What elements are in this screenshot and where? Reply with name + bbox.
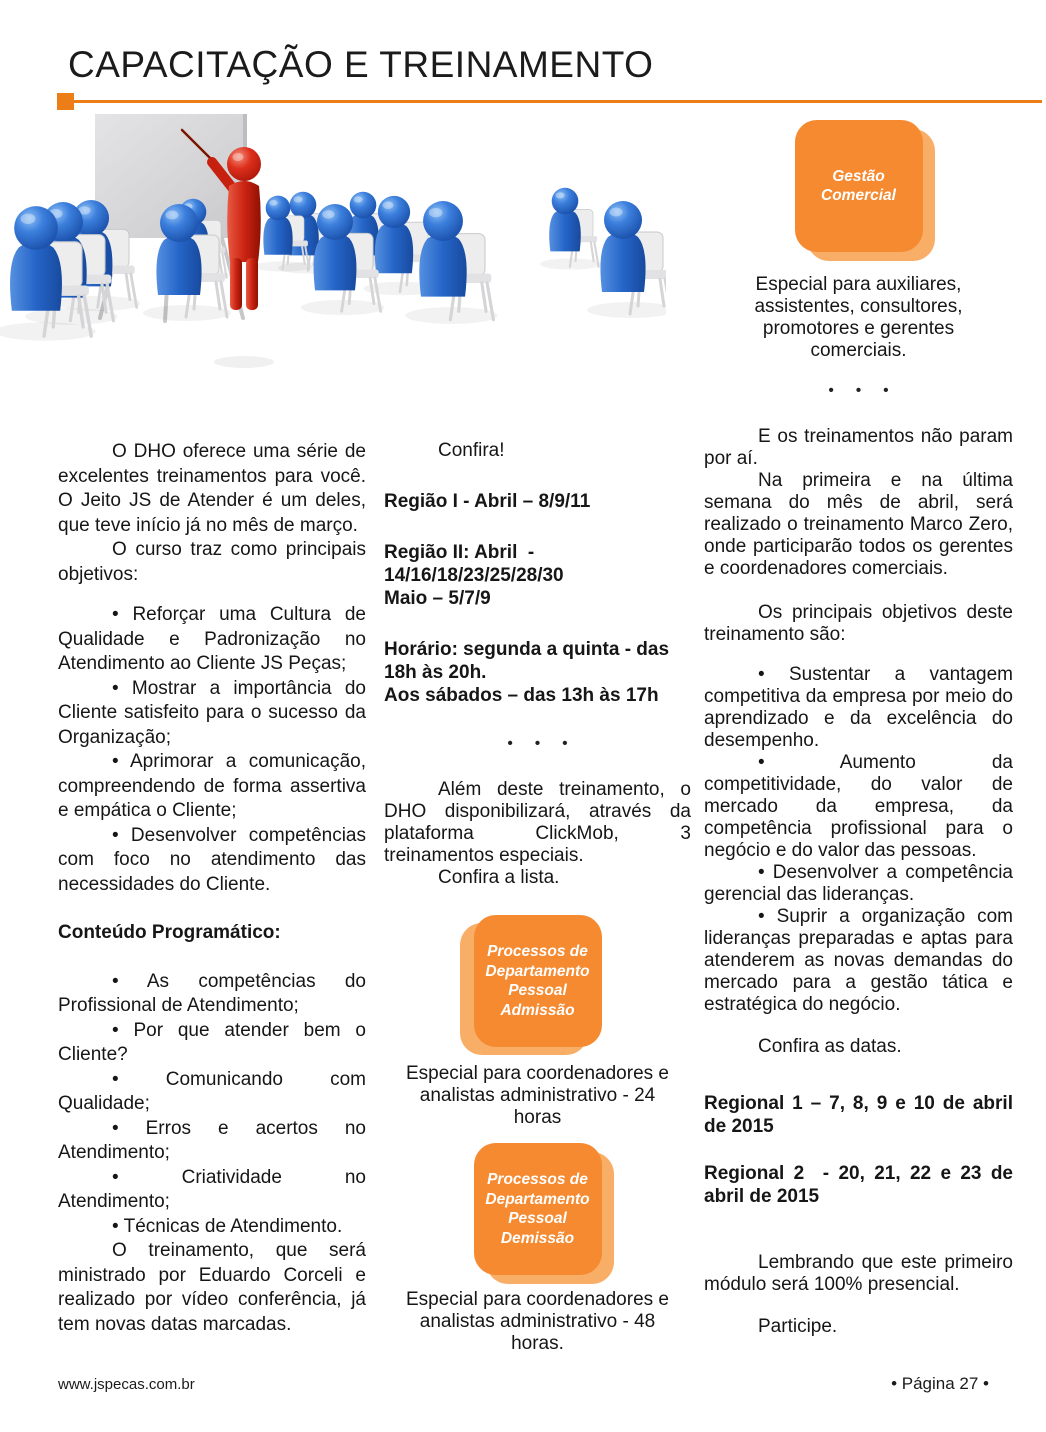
column-3-text — [704, 426, 1019, 1338]
schedule-region-2 — [384, 541, 691, 610]
bullet-item: • Suprir a organização com lideranças preparadas e aptas para atenderem as novas demandas do mercado para a gestão tática e estratégica do negócio. — [704, 906, 1013, 1015]
bullet-item: • Aprimorar a comunicação, compreendendo de forma assertiva e empática o Cliente; — [58, 751, 366, 821]
badge-line: Comercial — [821, 187, 896, 204]
badge-admissao-label — [474, 915, 602, 1047]
badge-gestao-label — [795, 120, 923, 252]
bullet-item: • Por que atender bem o Cliente? — [58, 1019, 366, 1065]
bullet-item: • Desenvolver a competência gerencial das lideranças. — [704, 862, 1013, 905]
schedule-region-1: Região I - Abril – 8/9/11 — [384, 491, 591, 512]
paragraph: Além deste treinamento, o DHO disponibilizará, através da plataforma ClickMob, 3 treinamentos especiais. — [384, 779, 691, 866]
bullet-item: • As competências do Profissional de Atendimento; — [58, 970, 366, 1016]
column-3 — [704, 112, 1019, 1338]
paragraph: Na primeira e na última semana do mês de abril, será realizado o treinamento Marco Zero, onde participarão todos os gerentes e coordenadores comerciais. — [704, 470, 1013, 579]
badge-admissao — [474, 915, 602, 1047]
bullet-item: • Criatividade no Atendimento; — [58, 1166, 366, 1212]
schedule-line: Horário: segunda a quinta - das 18h às 20h. — [384, 639, 675, 683]
bullet-item: • Erros e acertos no Atendimento; — [58, 1117, 366, 1163]
schedule-line: Maio – 5/7/9 — [384, 588, 491, 609]
badge-demissao — [474, 1143, 602, 1275]
dots-separator: • • • — [828, 382, 898, 399]
schedule-hours — [384, 638, 691, 707]
paragraph: Participe. — [758, 1316, 838, 1337]
regional-1-dates: Regional 1 – 7, 8, 9 e 10 de abril de 2015 — [704, 1093, 1019, 1137]
badge-line: Gestão — [832, 167, 885, 185]
page-number: • Página 27 • — [891, 1374, 989, 1393]
badge-line: Demissão — [500, 1229, 575, 1247]
badge-demissao-label — [474, 1143, 602, 1275]
website-url: www.jspecas.com.br — [58, 1376, 195, 1393]
badge-line: Processos de — [487, 1171, 588, 1188]
badge-caption: Especial para coordenadores e analistas administrativo - 48 horas. — [405, 1289, 669, 1354]
schedule-line: Região II: Abril - — [384, 542, 535, 563]
paragraph: Confira a lista. — [438, 867, 560, 888]
paragraph: E os treinamentos não param por aí. — [704, 426, 1013, 469]
paragraph: O DHO oferece uma série de excelentes treinamentos para você. O Jeito JS de Atender é um deles, que teve início já no mês de março. — [58, 441, 366, 536]
schedule-line: 14/16/18/23/25/28/30 — [384, 565, 564, 586]
column-2 — [384, 440, 691, 1355]
classroom-illustration — [0, 106, 666, 430]
badge-line: Processos de — [487, 943, 588, 960]
bullet-item: • Comunicando com Qualidade; — [58, 1068, 366, 1114]
section-heading: Conteúdo Programático: — [58, 922, 281, 943]
badge-caption: Especial para coordenadores e analistas administrativo - 24 horas — [405, 1063, 669, 1128]
regional-2-dates: Regional 2 - 20, 21, 22 e 23 de abril de 2015 — [704, 1163, 1019, 1207]
badge-gestao-comercial — [795, 120, 923, 252]
column-1 — [58, 440, 366, 1337]
badge-line: Departamento — [485, 962, 590, 980]
audience-figures — [0, 188, 666, 341]
paragraph: Os principais objetivos deste treinamento são: — [704, 602, 1013, 645]
badge-line: Pessoal — [508, 1210, 567, 1227]
bullet-item: • Sustentar a vantagem competitiva da empresa por meio do aprendizado e da excelência do desempenho. — [704, 664, 1013, 751]
bullet-item: • Técnicas de Atendimento. — [112, 1215, 343, 1237]
badge-caption: Especial para auxiliares, assistentes, consultores, promotores e gerentes comerciais. — [754, 274, 963, 361]
schedule-line: Aos sábados – das 13h às 17h — [384, 685, 659, 706]
bullet-item: • Mostrar a importância do Cliente satisfeito para o sucesso da Organização; — [58, 677, 366, 748]
bullet-item: • Reforçar uma Cultura de Qualidade e Padronização no Atendimento ao Cliente JS Peças; — [58, 604, 366, 674]
bullet-item: • Desenvolver competências com foco no atendimento das necessidades do Cliente. — [58, 824, 366, 895]
accent-rule — [60, 100, 1042, 103]
bullet-item: • Aumento da competitividade, do valor de mercado da empresa, da competência profissional para o negócio e do valor das pessoas. — [704, 752, 1013, 861]
badge-line: Admissão — [500, 1001, 575, 1019]
paragraph: O treinamento, que será ministrado por Eduardo Corceli e realizado por vídeo conferência, já tem novas datas marcadas. — [58, 1240, 366, 1335]
paragraph: Confira! — [438, 440, 505, 461]
paragraph: Lembrando que este primeiro módulo será 100% presencial. — [704, 1252, 1013, 1295]
badge-line: Departamento — [485, 1190, 590, 1208]
page-title: CAPACITAÇÃO E TREINAMENTO — [68, 44, 654, 85]
paragraph: O curso traz como principais objetivos: — [58, 539, 366, 585]
dots-separator: • • • — [507, 735, 577, 752]
badge-line: Pessoal — [508, 982, 567, 999]
paragraph: Confira as datas. — [758, 1036, 902, 1057]
